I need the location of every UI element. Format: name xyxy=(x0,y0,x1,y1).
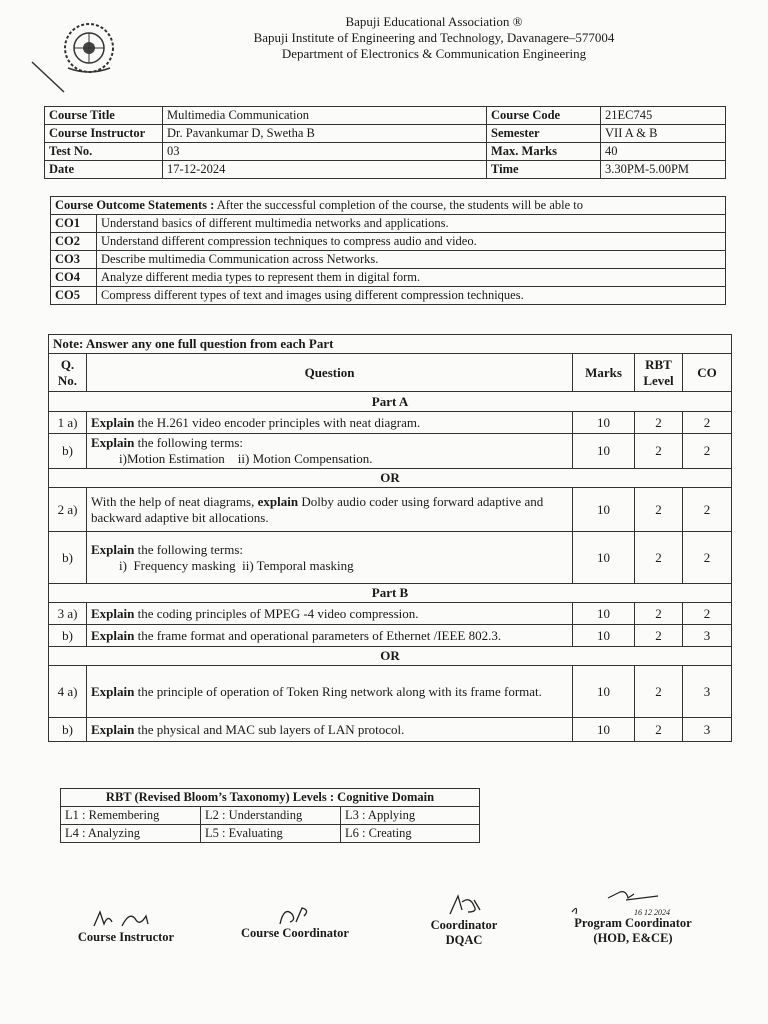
outcomes-heading xyxy=(51,197,726,215)
question-rbt: 2 xyxy=(635,434,683,469)
question-rbt: 2 xyxy=(635,666,683,718)
question-number: b) xyxy=(49,434,87,469)
rbt-levels-table xyxy=(60,788,480,843)
question-row xyxy=(49,625,732,647)
question-verb: Explain xyxy=(91,414,135,430)
pen-stroke-mark xyxy=(30,56,70,96)
question-number: 3 a) xyxy=(49,603,87,625)
question-number: 4 a) xyxy=(49,666,87,718)
question-number: b) xyxy=(49,532,87,584)
instructions-note: Note: Answer any one full question from each Part xyxy=(49,335,732,354)
date-label: Date xyxy=(45,161,163,179)
course-instructor-label: Course Instructor xyxy=(77,930,175,944)
max-marks-label: Max. Marks xyxy=(487,143,601,161)
rbt-level: L4 : Analyzing xyxy=(61,825,201,843)
course-coordinator-label: Course Coordinator xyxy=(241,926,349,940)
association-name: Bapuji Educational Association ® xyxy=(345,14,523,29)
question-co: 3 xyxy=(683,666,732,718)
question-row xyxy=(49,603,732,625)
outcome-row xyxy=(51,233,726,251)
question-row xyxy=(49,434,732,469)
question-body: Dolby audio coder using forward adaptive and backward adaptive bit allocations. xyxy=(91,493,544,525)
question-marks: 10 xyxy=(573,434,635,469)
question-row xyxy=(49,666,732,718)
question-rbt: 2 xyxy=(635,412,683,434)
question-marks: 10 xyxy=(573,532,635,584)
question-body: the principle of operation of Token Ring network along with its frame format. xyxy=(134,683,542,699)
outcomes-heading-text: After the successful completion of the course, the students will be able to xyxy=(214,198,583,212)
question-row xyxy=(49,718,732,742)
handwritten-signature xyxy=(444,892,484,918)
question-rbt: 2 xyxy=(635,718,683,742)
test-no-label: Test No. xyxy=(45,143,163,161)
institution-header xyxy=(0,14,768,62)
question-text xyxy=(87,412,573,434)
rbt-level: L3 : Applying xyxy=(341,807,480,825)
question-verb: Explain xyxy=(91,605,135,621)
question-rbt: 2 xyxy=(635,488,683,532)
question-verb: explain xyxy=(257,493,299,509)
question-verb: Explain xyxy=(91,721,135,737)
dqac-coordinator-label: Coordinator xyxy=(430,918,498,932)
col-header-rbt: RBT Level xyxy=(635,354,683,392)
question-row xyxy=(49,488,732,532)
outcome-row xyxy=(51,251,726,269)
handwritten-signature xyxy=(568,886,698,916)
course-outcomes-table xyxy=(50,196,726,305)
question-subparts: i)Motion Estimation ii) Motion Compensation. xyxy=(119,451,373,466)
part-a-heading: Part A xyxy=(49,392,732,412)
outcomes-heading-label: Course Outcome Statements : xyxy=(55,198,215,212)
time-value: 3.30PM-5.00PM xyxy=(601,161,726,179)
question-body: the following terms: xyxy=(134,541,244,557)
semester-label: Semester xyxy=(487,125,601,143)
course-title-value: Multimedia Communication xyxy=(163,107,487,125)
outcome-text: Describe multimedia Communication across Networks. xyxy=(97,251,726,269)
question-text xyxy=(87,666,573,718)
course-instructor-label: Course Instructor xyxy=(45,125,163,143)
question-verb: Explain xyxy=(91,435,135,450)
outcome-row xyxy=(51,269,726,287)
question-number: 1 a) xyxy=(49,412,87,434)
outcome-row xyxy=(51,215,726,233)
outcome-text: Compress different types of text and images using different compression techniques. xyxy=(97,287,726,305)
question-number: b) xyxy=(49,625,87,647)
question-verb: Explain xyxy=(91,541,135,557)
question-body: the following terms: xyxy=(134,435,244,450)
question-verb: Explain xyxy=(91,627,135,643)
outcome-id: CO1 xyxy=(51,215,97,233)
question-text xyxy=(87,532,573,584)
handwritten-signature xyxy=(270,904,320,926)
col-header-question: Question xyxy=(87,354,573,392)
question-prefix: With the help of neat diagrams, xyxy=(91,493,258,509)
question-row xyxy=(49,532,732,584)
outcome-id: CO5 xyxy=(51,287,97,305)
question-paper-table xyxy=(48,334,732,742)
rbt-level: L6 : Creating xyxy=(341,825,480,843)
question-body: the coding principles of MPEG -4 video compression. xyxy=(134,605,419,621)
test-no-value: 03 xyxy=(163,143,487,161)
question-row xyxy=(49,412,732,434)
signature-date: 16 12 2024 xyxy=(634,908,670,917)
department-name: Department of Electronics & Communication Engineering xyxy=(281,46,587,61)
dqac-coordinator-signature-block xyxy=(414,892,514,948)
question-marks: 10 xyxy=(573,603,635,625)
question-co: 2 xyxy=(683,434,732,469)
col-header-marks: Marks xyxy=(573,354,635,392)
question-text xyxy=(87,603,573,625)
or-separator: OR xyxy=(49,647,732,666)
question-text xyxy=(87,488,573,532)
rbt-level: L5 : Evaluating xyxy=(201,825,341,843)
dqac-label: DQAC xyxy=(445,933,483,947)
question-marks: 10 xyxy=(573,488,635,532)
question-body: the H.261 video encoder principles with neat diagram. xyxy=(134,414,421,430)
outcome-id: CO3 xyxy=(51,251,97,269)
question-co: 2 xyxy=(683,603,732,625)
question-body: the frame format and operational parameters of Ethernet /IEEE 802.3. xyxy=(134,627,502,643)
question-co: 2 xyxy=(683,532,732,584)
part-b-heading: Part B xyxy=(49,584,732,603)
question-subparts: i) Frequency masking ii) Temporal masking xyxy=(119,557,354,573)
question-number: b) xyxy=(49,718,87,742)
date-value: 17-12-2024 xyxy=(163,161,487,179)
handwritten-signature xyxy=(86,908,166,930)
course-code-value: 21EC745 xyxy=(601,107,726,125)
max-marks-value: 40 xyxy=(601,143,726,161)
course-title-label: Course Title xyxy=(45,107,163,125)
question-rbt: 2 xyxy=(635,532,683,584)
col-header-co: CO xyxy=(683,354,732,392)
question-text xyxy=(87,625,573,647)
question-marks: 10 xyxy=(573,666,635,718)
program-coordinator-label: Program Coordinator xyxy=(574,916,692,930)
question-number: 2 a) xyxy=(49,488,87,532)
semester-value: VII A & B xyxy=(601,125,726,143)
question-co: 3 xyxy=(683,625,732,647)
question-body: the physical and MAC sub layers of LAN protocol. xyxy=(134,721,405,737)
outcome-row xyxy=(51,287,726,305)
question-marks: 10 xyxy=(573,718,635,742)
institute-name: Bapuji Institute of Engineering and Technology, Davanagere–577004 xyxy=(253,30,615,45)
question-co: 3 xyxy=(683,718,732,742)
hod-label: (HOD, E&CE) xyxy=(593,931,673,945)
question-text xyxy=(87,718,573,742)
question-rbt: 2 xyxy=(635,603,683,625)
question-marks: 10 xyxy=(573,412,635,434)
course-code-label: Course Code xyxy=(487,107,601,125)
outcome-text: Understand basics of different multimedia networks and applications. xyxy=(97,215,726,233)
outcome-text: Analyze different media types to represent them in digital form. xyxy=(97,269,726,287)
question-text xyxy=(87,434,573,469)
time-label: Time xyxy=(487,161,601,179)
question-co: 2 xyxy=(683,488,732,532)
course-instructor-value: Dr. Pavankumar D, Swetha B xyxy=(163,125,487,143)
course-coordinator-signature-block xyxy=(230,904,360,941)
outcome-id: CO4 xyxy=(51,269,97,287)
course-info-table xyxy=(44,106,726,179)
col-header-qno: Q. No. xyxy=(49,354,87,392)
outcome-id: CO2 xyxy=(51,233,97,251)
program-coordinator-signature-block xyxy=(548,886,718,946)
question-marks: 10 xyxy=(573,625,635,647)
rbt-level: L2 : Understanding xyxy=(201,807,341,825)
rbt-title: RBT (Revised Bloom’s Taxonomy) Levels : Cognitive Domain xyxy=(61,789,480,807)
or-separator: OR xyxy=(49,469,732,488)
question-co: 2 xyxy=(683,412,732,434)
question-rbt: 2 xyxy=(635,625,683,647)
outcome-text: Understand different compression techniques to compress audio and video. xyxy=(97,233,726,251)
rbt-level: L1 : Remembering xyxy=(61,807,201,825)
course-instructor-signature-block xyxy=(66,908,186,945)
question-verb: Explain xyxy=(91,683,135,699)
